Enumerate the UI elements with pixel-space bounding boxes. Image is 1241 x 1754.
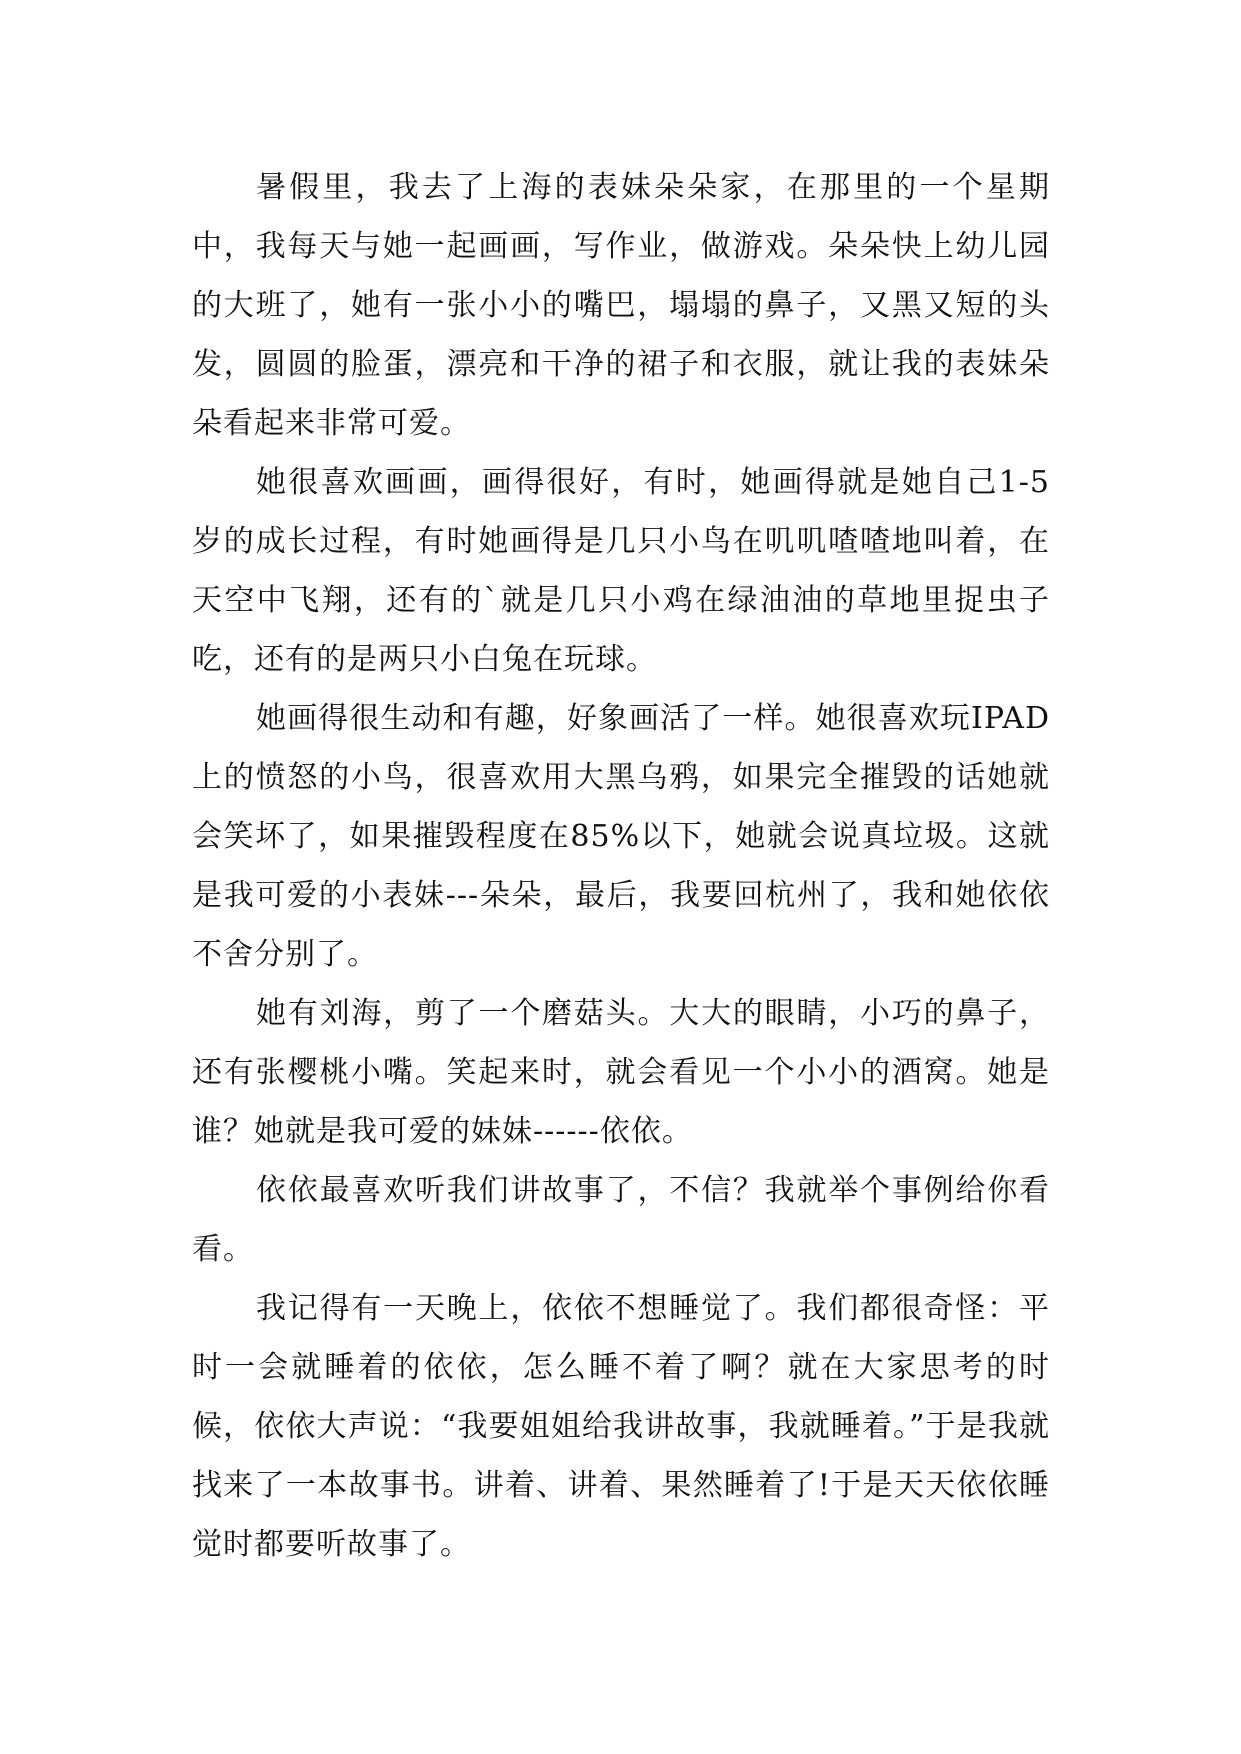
paragraph-2: 她很喜欢画画，画得很好，有时，她画得就是她自己1-5岁的成长过程，有时她画得是几只小鸟在叽叽喳喳地叫着，在天空中飞翔，还有的`就是几只小鸡在绿油油的草地里捉虫子吃，还有的是两只小白兔在玩球。	[192, 465, 1050, 677]
paragraph-6: 我记得有一天晚上，依依不想睡觉了。我们都很奇怪：平时一会就睡着的依依，怎么睡不着了啊？就在大家思考的时候，依依大声说：“我要姐姐给我讲故事，我就睡着。”于是我就找来了一本故事书。讲着、讲着、果然睡着了!于是天天依依睡觉时都要听故事了。	[192, 1291, 1050, 1562]
paragraph-5: 依依最喜欢听我们讲故事了，不信？我就举个事例给你看看。	[192, 1173, 1050, 1267]
document-body	[192, 158, 1050, 1574]
paragraph-3: 她画得很生动和有趣，好象画活了一样。她很喜欢玩IPAD上的愤怒的小鸟，很喜欢用大黑乌鸦，如果完全摧毁的话她就会笑坏了，如果摧毁程度在85%以下，她就会说真垃圾。这就是我可爱的小表妹---朵朵，最后，我要回杭州了，我和她依依不舍分别了。	[192, 701, 1050, 972]
paragraph-1: 暑假里，我去了上海的表妹朵朵家，在那里的一个星期中，我每天与她一起画画，写作业，做游戏。朵朵快上幼儿园的大班了，她有一张小小的嘴巴，塌塌的鼻子，又黑又短的头发，圆圆的脸蛋，漂亮和干净的裙子和衣服，就让我的表妹朵朵看起来非常可爱。	[192, 170, 1050, 441]
paragraph-4: 她有刘海，剪了一个磨菇头。大大的眼睛，小巧的鼻子，还有张樱桃小嘴。笑起来时，就会看见一个小小的酒窝。她是谁？她就是我可爱的妹妹------依依。	[192, 996, 1050, 1149]
